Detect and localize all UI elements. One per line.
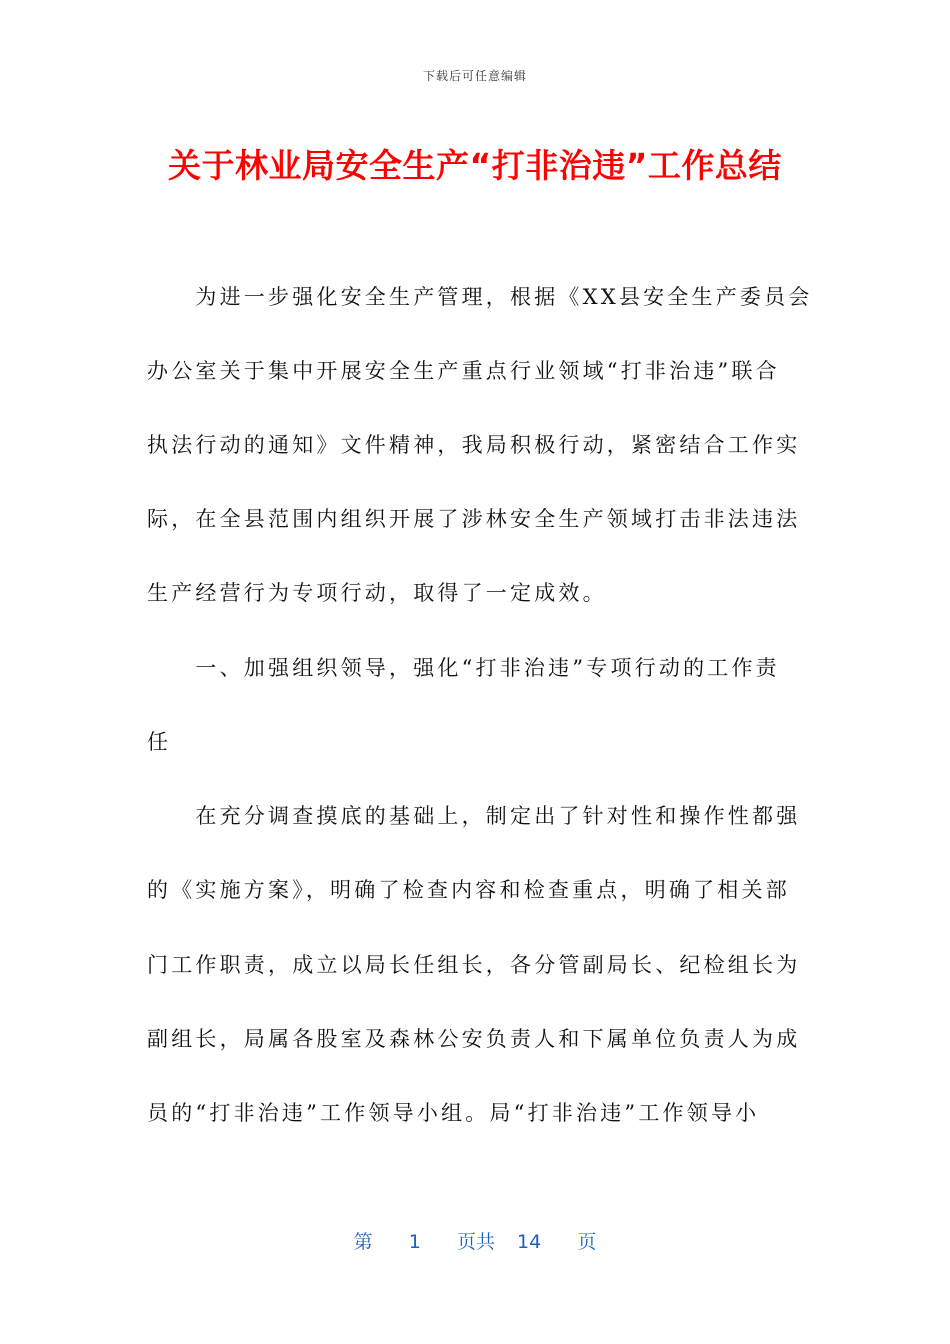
paragraph-line: 为进一步强化安全生产管理，根据《XX县安全生产委员会 xyxy=(147,285,813,309)
section-heading-line: 一、加强组织领导，强化“打非治违”专项行动的工作责 xyxy=(147,656,780,680)
paragraph-line: 执法行动的通知》文件精神，我局积极行动，紧密结合工作实 xyxy=(147,433,801,457)
footer-page-mid: 页共 xyxy=(456,1231,495,1253)
paragraph-line: 的《实施方案》，明确了检查内容和检查重点，明确了相关部 xyxy=(147,878,790,902)
paragraph-line: 门工作职责，成立以局长任组长，各分管副局长、纪检组长为 xyxy=(147,953,801,977)
paragraph-line: 际，在全县范围内组织开展了涉林安全生产领域打击非法违法 xyxy=(147,507,801,531)
paragraph-line: 在充分调查摸底的基础上，制定出了针对性和操作性都强 xyxy=(147,804,801,828)
paragraph-line: 副组长，局属各股室及森林公安负责人和下属单位负责人为成 xyxy=(147,1027,801,1051)
footer-page-prefix: 第 xyxy=(353,1231,373,1253)
section-heading-line: 任 xyxy=(147,730,172,754)
header-note: 下载后可任意编辑 xyxy=(422,69,527,83)
footer-current-page: 1 xyxy=(408,1231,421,1253)
footer-total-pages: 14 xyxy=(517,1231,542,1253)
paragraph-line: 生产经营行为专项行动，取得了一定成效。 xyxy=(147,581,607,605)
paragraph-line: 员的“打非治违”工作领导小组。局“打非治违”工作领导小 xyxy=(147,1101,760,1125)
document-title: 关于林业局安全生产“打非治违”工作总结 xyxy=(168,146,782,185)
paragraph-line: 办公室关于集中开展安全生产重点行业领域“打非治违”联合 xyxy=(147,359,780,383)
page-footer xyxy=(0,1227,950,1254)
footer-page-suffix: 页 xyxy=(577,1231,597,1253)
